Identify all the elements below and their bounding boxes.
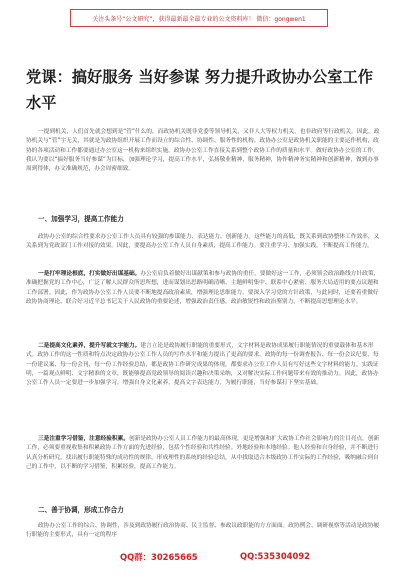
document-title-line-1: 党课：搞好服务 当好参谋 努力提升政协办公室工作 bbox=[26, 68, 374, 86]
point-3-body: 创新是政协办公室人员工作能力的最高体现，更是增强和扩大政协工作社会影响力的注目亮点。创新工作，必须要重视收集和积累政协工作方面的先进经验，包括个性经验和共性经验。外地经验和本地经验。他人经验和自身经验，并不断进行认真分析研究，找出履行职能特殊的成功性的规律，形成理性的系统的经验总结，从中找取适合本级政协工作实际的工作经验，吸纳融合到自己的工作中，以不断的学习借鉴，积累经验，提高工作能力。 bbox=[26, 436, 380, 470]
section-2-paragraph: 政协办公室工作的综合、协调性，涉及到政协履行政治协商、民主监督、参政议政职能的方方面面。政协例会、调研视察等活动是政协履行职能的主要形式，具有一定的程序 bbox=[26, 523, 380, 539]
point-1-paragraph bbox=[26, 270, 384, 307]
document-title-line-2: 水平 bbox=[26, 94, 57, 112]
section-1-paragraph: 政协办公室的综合性要求办公室工作人员具有较强的参谋能力、表达能力、创新能力。这些能力的高低，既关系到政协整体工作效率，又关系到为党政部门工作对接的效果。因此，要提高办公室工作人员自身素质，提高工作能力。要注重学习、加强实践，不断提高工作能力。 bbox=[26, 234, 380, 250]
point-1-lead: 一是打牢理论根底，打实做好出谋基础。 bbox=[38, 271, 141, 277]
intro-paragraph: 一提到机关，人们首先就会想到是“管”什么的，而政协机关既非党委等领导机关，又非人大等权力机关，也非政府等行政机关。因此，政协机关与“管”字无关，其就是为政协组织开展工作而设立的综合性、协调性、服务性的机构。政协办公室是政协机关职能的主要运作机构，政协的各项活动和工作都要通过办公室这一机构来组织实施。政协办公室工作直接关系到整个政协工作的质量和水平。做好政协办公室的工作，我认为要以“搞好服务当好参谋”为目标，加强理论学习，提高工作水平，弘扬敬业精神，服务精神，协作精神务实精神和创新精神，做到办事周到得体，办文准确规范，办会周密细致。 bbox=[26, 129, 380, 173]
point-2-body: 建言立论是政协履行职能的重要形式，文字材料是政协成果履行职能情况的重要载体和基本形式。政协工作的这一性质和特点决定政协办公室工作人员的写作水平和能力提出了更高的要求。政协的每一份调查报告、每一份会议纪要、每一份建议案、每一份会刊、每一份工作经验总结，都是政协工作研究成果的体现，都要求办公室工作人员有写好这些文字材料的能力。实践证明，一篇观点鲜明、文字精准的文章，既能够提高党政领导的阅读兴趣和决策采纳，又对解决实际工作问题带来有效的推动力。因此，政协办公室工作人员一定要进一步加强学习，增强自身文化素养，提高文字表达能力，为履行职能，当好参谋打下坚实基础。 bbox=[26, 343, 379, 387]
footer-qq: QQ:535304092 bbox=[239, 551, 310, 561]
point-3-paragraph bbox=[26, 435, 384, 472]
point-2-paragraph bbox=[26, 342, 384, 388]
header-banner bbox=[70, 9, 328, 27]
footer-contact bbox=[120, 551, 310, 563]
section-heading-1: 一、加强学习，提高工作能力 bbox=[38, 215, 124, 223]
footer-qq-group: QQ群：30265665 bbox=[120, 552, 198, 562]
section-heading-2: 二、善于协调，形成工作合力 bbox=[38, 506, 124, 514]
point-3-lead: 三是注重学习借鉴，注意经验积累。 bbox=[38, 436, 129, 442]
banner-text: 关注头条号“公文研究”，获得最新最全最专业的公文资料库！ 微信：gongwen1 bbox=[92, 15, 306, 23]
point-2-lead: 二是提高文化素养，提升写就文字能力。 bbox=[38, 343, 141, 349]
point-1-body: 办公室肩负着做好出谋献策和参与政协的重任，要做好这一工作，必须领会政治路线方针政策，准确把握党的工作中心，广泛了解人民群众所思所想，进而谋划出思路明确清晰、主题鲜明集中、联系中心紧密、服务大局适用的要点议题和工作部署。因此，作为政协办公室工作人员要不断地提高政治素质，增强理论思维能力，要深入学习党的方针政策，与此同时，还要着重做好政协协商理论、联合好习近平总书记关于人民政协的重要论述，增强政治责任感，政治敏锐性和政治鉴别力，不断提高思想理论水平。 bbox=[26, 271, 380, 305]
